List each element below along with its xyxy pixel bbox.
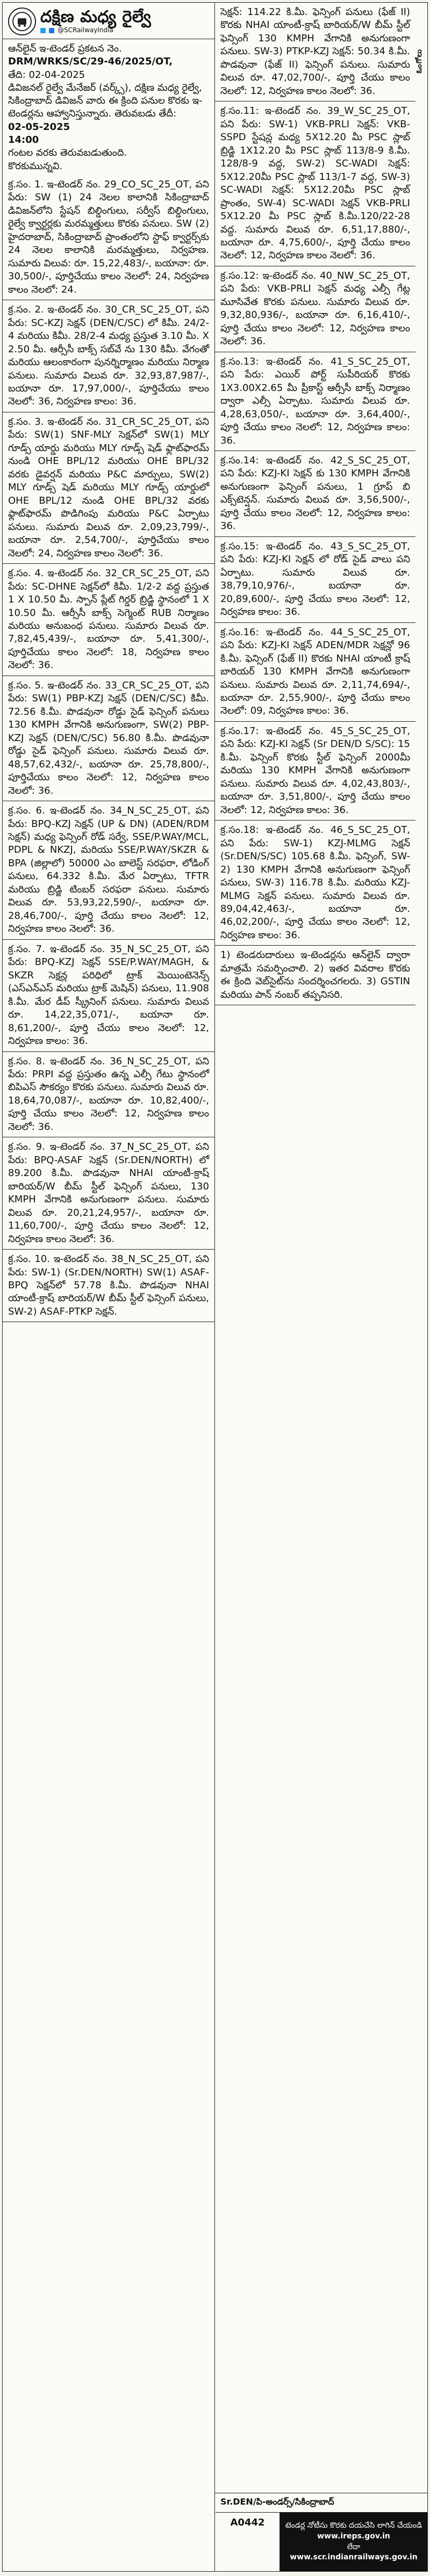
tender-item: క్ర.సం.13: ఇ-టెండర్ నం. 41_S_SC_25_OT, పని పేరు: ఎయిర్ పోర్ట్ సుపీరియర్ కొరకు 1X3.00X2.65 మీ ప్రీకాస్ట్ ఆర్సీసీ బాక్స్ నిర్మాణం ద్వారా ఎల్సీ ఏర్పాటు. సుమారు విలువ రూ. 4,28,63,050/-, బయానా రూ. 3,64,400/-, పూర్తి చేయు కాలం నెలలో: 12, నిర్వహణ కాలం: 36. <box>215 352 415 451</box>
social-handle <box>40 27 151 34</box>
tender-item: క్ర.సం.11: ఇ-టెండర్ నం. 39_W_SC_25_OT, పని పేరు: SW-1) VKB-PRLI సెక్షన్: VKB-SSPD స్టేషన్ల మధ్య 5X12.20 మీ PSC స్లాబ్ బ్రిడ్జి 1X12.20 మీ PSC స్లాబ్ 113/8-9 కి.మీ. 128/8-9 వద్ద, SW-2) SC-WADI సెక్షన్: 5X12.20మీ PSC స్లాబ్ 113/1-7 వద్ద, SW-3) SC-WADI సెక్షన్: 5X12.20మీ PSC స్లాబ్ ప్రాంతం, SW-4) SC-WADI సెక్షన్ VKB-PRLI 5X12.20 మీ PSC స్లాబ్ కి.మీ.120/22-28 వద్ద. సుమారు విలువ రూ. 6,51,17,880/-, బయానా రూ. 4,75,600/-, పూర్తి చేయు కాలం నెలలో: 12, నిర్వహణ కాలం నెలలో: 36. <box>215 101 415 266</box>
tender-item: క్ర.సం.16: ఇ-టెండర్ నం. 44_S_SC_25_OT, పని పేరు: KZJ-KI సెక్షన్ ADEN/MDR సెక్షన్లో 96 కి.మీ. ఫెన్సింగ్ (ఫేజ్ II) కొరకు NHAI యాంటీ క్రాష్ బారియర్ 130 KMPH వేగానికి అనుగుణంగా పనులు. సుమారు విలువ రూ. 2,11,74,694/-, బయానా రూ. 2,55,900/-, పూర్తి చేయు కాలం నెలలో: 09, నిర్వహణ కాలం: 36. <box>215 623 415 722</box>
footer-url1[interactable]: www.ireps.gov.in <box>317 2531 390 2541</box>
notice-date: తేది: 02-04-2025 <box>8 69 85 81</box>
tender-item: క్ర.సం. 9. ఇ-టెండర్ నం. 37_N_SC_25_OT, పని పేరు: BPQ-ASAF సెక్షన్ (Sr.DEN/NORTH) లో 89.200 కి.మీ. పొడవునా NHAI యాంటీ-క్రాష్ బారియర్/W బీమ్ స్టీల్ ఫెన్సింగ్ పనులు, 130 KMPH వేగానికి అనుగుణంగా పనులు. సుమారు విలువ రూ. 20,21,24,957/-, బయానా రూ. 11,60,700/-, పూర్తి చేయు కాలం నెలలో: 12, నిర్వహణ కాలం నెలలో: 36. <box>3 1137 214 1250</box>
tender-item: క్ర.సం. 1. ఇ-టెండర్ నం. 29_CO_SC_25_OT, పని పేరు: SW (1) 24 నెలల కాలానికి సికింద్రాబాద్ డివిజన్‌లోని స్టేషన్ బిల్డింగులు, సర్వీస్ బిల్డింగులు, రైల్వే క్వార్టర్లకు మరమ్మత్తులు కొరకు పనులు. SW (2) హైదరాబాద్, సికింద్రాబాద్ ప్రాంతంలోని స్టాఫ్ క్వార్టర్స్‌కు 24 నెలల కాలానికి మరమ్మత్తులు, నిర్వహణ. సుమారు విలువ: రూ. 15,22,483/-, బయానా: రూ. 30,500/-, పూర్తిచేయు కాలం నెలలో: 24, నిర్వహణ కాలం నెలలో: 24. <box>3 175 214 300</box>
facebook-icon <box>49 28 54 33</box>
tender-item: క్ర.సం. 8. ఇ-టెండర్ నం. 36_N_SC_25_OT, పని పేరు: PRPI వద్ద ప్రస్తుతం ఉన్న ఎల్సీ గేటు స్థానంలో బిపిఎస్ సౌకర్యం కొరకు పనులు. సుమారు విలువ రూ. 18,64,70,087/-, బయానా రూ. 10,82,400/-, పూర్తి చేయు కాలం నెలలో: 12, నిర్వహణ కాలం నెలలో: 36. <box>3 1052 214 1138</box>
tender-item: క్ర.సం. 5. ఇ-టెండర్ నం. 33_CR_SC_25_OT, పని పేరు: SW(1) PBP-KZJ సెక్షన్ (DEN/C/SC) కిమీ. 72.56 కి.మీ. పొడవునా రోడ్డు సైడ్ ఫెన్సింగ్ పనులు 130 KMPH వేగానికి అనుగుణంగా, SW(2) PBP-KZJ సెక్షన్ (DEN/C/SC) 56.80 కి.మీ. పొడవునా రోడ్డు సైడ్ ఫెన్సింగ్ పనులు. సుమారు విలువ రూ. 48,57,62,432/-, బయానా రూ. 25,78,800/-, పూర్తిచేయు కాలం నెలలో: 12, నిర్వహణ కాలం నెలలో: 36. <box>3 676 214 801</box>
columns <box>3 3 427 2571</box>
railway-logo-icon <box>8 8 36 35</box>
right-column <box>215 3 427 2571</box>
tender-item: క్ర.సం.14: ఇ-టెండర్ నం. 42_S_SC_25_OT, పని పేరు: KZJ-KI సెక్షన్ కు 130 KMPH వేగానికి అనుగుణంగా ఫెన్సింగ్ పనులు, 1 గ్రూప్ బి ఎక్స్‌టెన్షన్. సుమారు విలువ రూ. 3,56,500/-, పూర్తి చేయు కాలం నెలలో: 12, నిర్వహణ కాలం: 36. <box>215 451 415 537</box>
org-title: దక్షిణ మధ్య రైల్వే <box>40 8 152 27</box>
close-time: 14:00 <box>8 134 39 146</box>
tender-item: క్ర.సం.18: ఇ-టెండర్ నం. 46_S_SC_25_OT, పని పేరు: SW-1) KZJ-MLMG సెక్షన్ (Sr.DEN/S/SC) 105.68 కి.మీ. ఫెన్సింగ్, SW-2) 130 KMPH వేగానికి అనుగుణంగా ఫెన్సింగ్ పనులు, SW-3) 116.78 కి.మీ. మరియు KZJ-MLMG సెక్షన్ పనులు. సుమారు విలువ రూ. 89,04,42,463/-, బయానా రూ. 46,02,200/-, పూర్తి చేయు కాలం నెలలో: 12, నిర్వహణ కాలం: 36. <box>215 821 415 946</box>
left-column <box>3 3 215 2571</box>
tender-item: 1) టెండరుదారులు ఇ-టెండర్లను ఆన్‌లైన్ ద్వారా మాత్రమే సమర్పించాలి. 2) ఇతర వివరాల కొరకు ఈ క్రింది వెబ్‌సైట్‌ను సందర్శించగలరు. 3) GSTIN మరియు పాన్ నంబర్ తప్పనిసరి. <box>215 946 415 1005</box>
tender-item: క్ర.సం. 6. ఇ-టెండర్ నం. 34_N_SC_25_OT, పని పేరు: BPQ-KZJ సెక్షన్ (UP & DN) (ADEN/RDM సెక్షన్) మధ్య ఫెన్సింగ్ రోడ్ సర్వే, SSE/P.WAY/MCL, PDPL & NKZJ, మరియు SSE/P.WAY/SKZR & BPA (జిల్లాలో) 50000 ఎం బాలెస్ట్ సరఫరా, లోడింగ్ పనులు, 64.332 కి.మీ. మేర ఏర్పాటు, TFTR మరియు బ్రిడ్జి టింబర్ సరఫరా పనులు. సుమారు విలువ రూ. 53,93,22,590/-, బయానా రూ. 28,46,700/-, పూర్తి చేయు కాలం నెలలో: 12, నిర్వహణ కాలం నెలలో: 36. <box>3 801 214 940</box>
footer-url2[interactable]: www.scr.indianrailways.gov.in <box>290 2553 418 2562</box>
ad-code: A0442 <box>216 2512 280 2571</box>
header <box>3 3 214 39</box>
notice-line2: డివిజనల్ రైల్వే మేనేజర్ (వర్క్స్), దక్షిణ మధ్య రైల్వే, సికింద్రాబాద్ డివిజన్ వారు ఈ క్రింది పనుల కొరకు ఇ-టెండర్లను ఆహ్వానిస్తున్నారు. తెరువబడు తేదీ: <box>8 82 203 120</box>
social-handle-text: @SCRailwayIndia <box>58 26 113 34</box>
notice-line3: గంటల వరకు తెరువబడుతుంది. <box>8 147 127 159</box>
tender-item: క్ర.సం. 2. ఇ-టెండర్ నం. 30_CR_SC_25_OT, పని పేరు: SC-KZJ సెక్షన్ (DEN/C/SC) లో కిమీ. 24/2-4 మరియు కిమీ. 28/2-4 మధ్య ప్రస్తుత 3.10 మీ. X 2.50 మీ. ఆర్సీసీ బాక్స్ సబ్‌వే ను 130 కిమీ. వేగంతో మరియు ఆలంకారంగా పునర్నిర్మాణం మరియు నిర్మాణ పనులు. సుమారు విలువ రూ. 32,93,87,987/-, బయానా రూ. 17,97,000/-, పూర్తిచేయు కాలం నెలలో: 36, నిర్వహణ కాలం: 36. <box>3 300 214 412</box>
tender-item: క్ర.సం.12: ఇ-టెండర్ నం. 40_NW_SC_25_OT, పని పేరు: VKB-PRLI సెక్షన్ మధ్య ఎల్సీ గేట్ల మూసివేత కొరకు పనులు. సుమారు విలువ రూ. 9,32,80,936/-, బయానా రూ. 6,16,410/-, పూర్తి చేయు కాలం నెలలో: 12, నిర్వహణ కాలం నెలలో: 36. <box>215 266 415 352</box>
notice-line1: ఆన్‌లైన్ ఇ-టెండర్ ప్రకటన నెం. <box>8 43 122 54</box>
tender-item: క్ర.సం. 3. ఇ-టెండర్ నం. 31_CR_SC_25_OT, పని పేరు: SW(1) SNF-MLY సెక్షన్‌లో SW(1) MLY గూడ్స్ యార్డు మరియు MLY గూడ్స్ షెడ్ ఫ్లాట్‌ఫారమ్ నుండి OHE BPL/12 మరియు OHE BPL/32 వరకు డైవర్షన్ మరియు P&C మార్పులు, SW(2) MLY గూడ్స్ షెడ్ మరియు MLY గూడ్స్ యార్డులో OHE BPL/12 నుండి OHE BPL/32 వరకు ఫ్లాట్‌ఫారమ్ పొడిగింపు మరియు P&C ఏర్పాటు పనులు. సుమారు విలువ రూ. 2,09,23,799/-, బయానా రూ. 2,54,700/-, పూర్తిచేయు కాలం నెలలో: 24, నిర్వహణ కాలం నెలలో: 36. <box>3 412 214 564</box>
footer-line2: లేదా <box>347 2542 361 2551</box>
signature-label: Sr.DEN/పి-అండర్స్/సికింద్రాబాద్ <box>220 2497 334 2507</box>
tender-item: క్ర.సం. 7. ఇ-టెండర్ నం. 35_N_SC_25_OT, పని పేరు: BPQ-KZJ సెక్షన్ SSE/P.WAY/MAGH, & SKZR సెక్షన్ల పరిధిలో ట్రాక్ మెయింటెనెన్స్ (ఎస్ఎన్‌ఎస్ మరియు ట్రాక్ మెషిన్) పనులు, 11.908 కి.మీ. మేర డీప్ స్క్రీనింగ్ పనులు. సుమారు విలువ రూ. 14,22,35,071/-, బయానా రూ. 8,61,200/-, పూర్తి చేయు కాలం నెలలో: 12, నిర్వహణ కాలం: 36. <box>3 940 214 1052</box>
tender-item: క్ర.సం.17: ఇ-టెండర్ నం. 45_S_SC_25_OT, పని పేరు: KZJ-KI సెక్షన్ (Sr DEN/D S/SC): 15 కి.మీ. ఫెన్సింగ్ కొరకు స్టీల్ ఫెన్సింగ్ 2000మీ మరియు 130 KMPH వేగానికి అనుగుణంగా పనులు. సుమారు విలువ రూ. 4,02,43,803/-, బయానా రూ. 3,51,800/-, పూర్తి చేయు కాలం నెలలో: 12, నిర్వహణ కాలం: 36. <box>215 722 415 821</box>
newspaper-advert <box>2 2 428 2572</box>
tender-item: క్ర.సం.15: ఇ-టెండర్ నం. 43_S_SC_25_OT, పని పేరు: KZJ-KI సెక్షన్ లో రోడ్ సైడ్ వాలు పని ఏర్పాటు. సుమారు విలువ రూ. 38,79,10,976/-, బయానా రూ. 20,89,600/-, పూర్తి చేయు కాలం నెలలో: 12, నిర్వహణ కాలం: 36. <box>215 537 415 623</box>
close-date: 02-05-2025 <box>8 121 70 133</box>
left-items <box>3 175 214 1322</box>
tender-item: క్ర.సం. 4. ఇ-టెండర్ నం. 32_CR_SC_25_OT, పని పేరు: SC-DHNE సెక్షన్‌లో కిమీ. 1/2-2 వద్ద ప్రస్తుత 1 X 10.50 మీ. స్పాన్ ప్లేట్ గిర్డర్ బ్రిడ్జి స్థానంలో 1 X 10.50 మీ. ఆర్సీసీ బాక్స్ సెగ్మెంట్ RUB నిర్మాణం మరియు అనుబంధ పనులు. సుమారు విలువ రూ. 7,82,45,439/-, బయానా రూ. 5,41,300/-, పూర్తిచేయు కాలం నెలలో: 18, నిర్వహణ కాలం నెలలో: 36. <box>3 564 214 676</box>
tender-item: క్ర.సం. 10. ఇ-టెండర్ నం. 38_N_SC_25_OT, పని పేరు: SW-1) (Sr.DEN/NORTH) SW(1) ASAF-BPQ సెక్షన్‌లో 57.78 కి.మీ. పొడవునా NHAI యాంటీ-క్రాష్ బారియర్/W బీమ్ స్టీల్ ఫెన్సింగ్ పనులు, SW-2) ASAF-PTKP సెక్షన్. <box>3 1250 214 1322</box>
twitter-icon <box>40 28 46 33</box>
right-items <box>215 3 427 1005</box>
tender-item: సెక్షన్: 114.22 కి.మీ. ఫెన్సింగ్ పనులు (ఫేజ్ II) కొరకు NHAI యాంటీ-క్రాష్ బారియర్/W బీమ్ స్టీల్ ఫెన్సింగ్ 130 KMPH వేగానికి అనుగుణంగా పనులు. SW-3) PTKP-KZJ సెక్షన్: 50.34 కి.మీ. పొడవునా (ఫేజ్ II) ఫెన్సింగ్ పనులు. సుమారు విలువ రూ. 47,02,700/-, పూర్తి చేయు కాలం నెలలో: 12, నిర్వహణ కాలం నెలలో: 36. <box>215 3 415 101</box>
signature-block <box>215 2493 427 2512</box>
notice-ref: DRM/WRKS/SC/29-46/2025/OT, <box>8 56 173 68</box>
header-text <box>40 8 151 34</box>
footer-line1: టెండర్ల నోటీసు కొరకు దయచేసి లాగిన్ చేయండి <box>285 2521 422 2530</box>
notice-intro <box>3 39 214 175</box>
vertical-label: ఓంగోలు <box>415 49 424 74</box>
footer-note <box>280 2512 427 2571</box>
notice-line4: కొరకుమున్నవి. <box>8 160 63 172</box>
